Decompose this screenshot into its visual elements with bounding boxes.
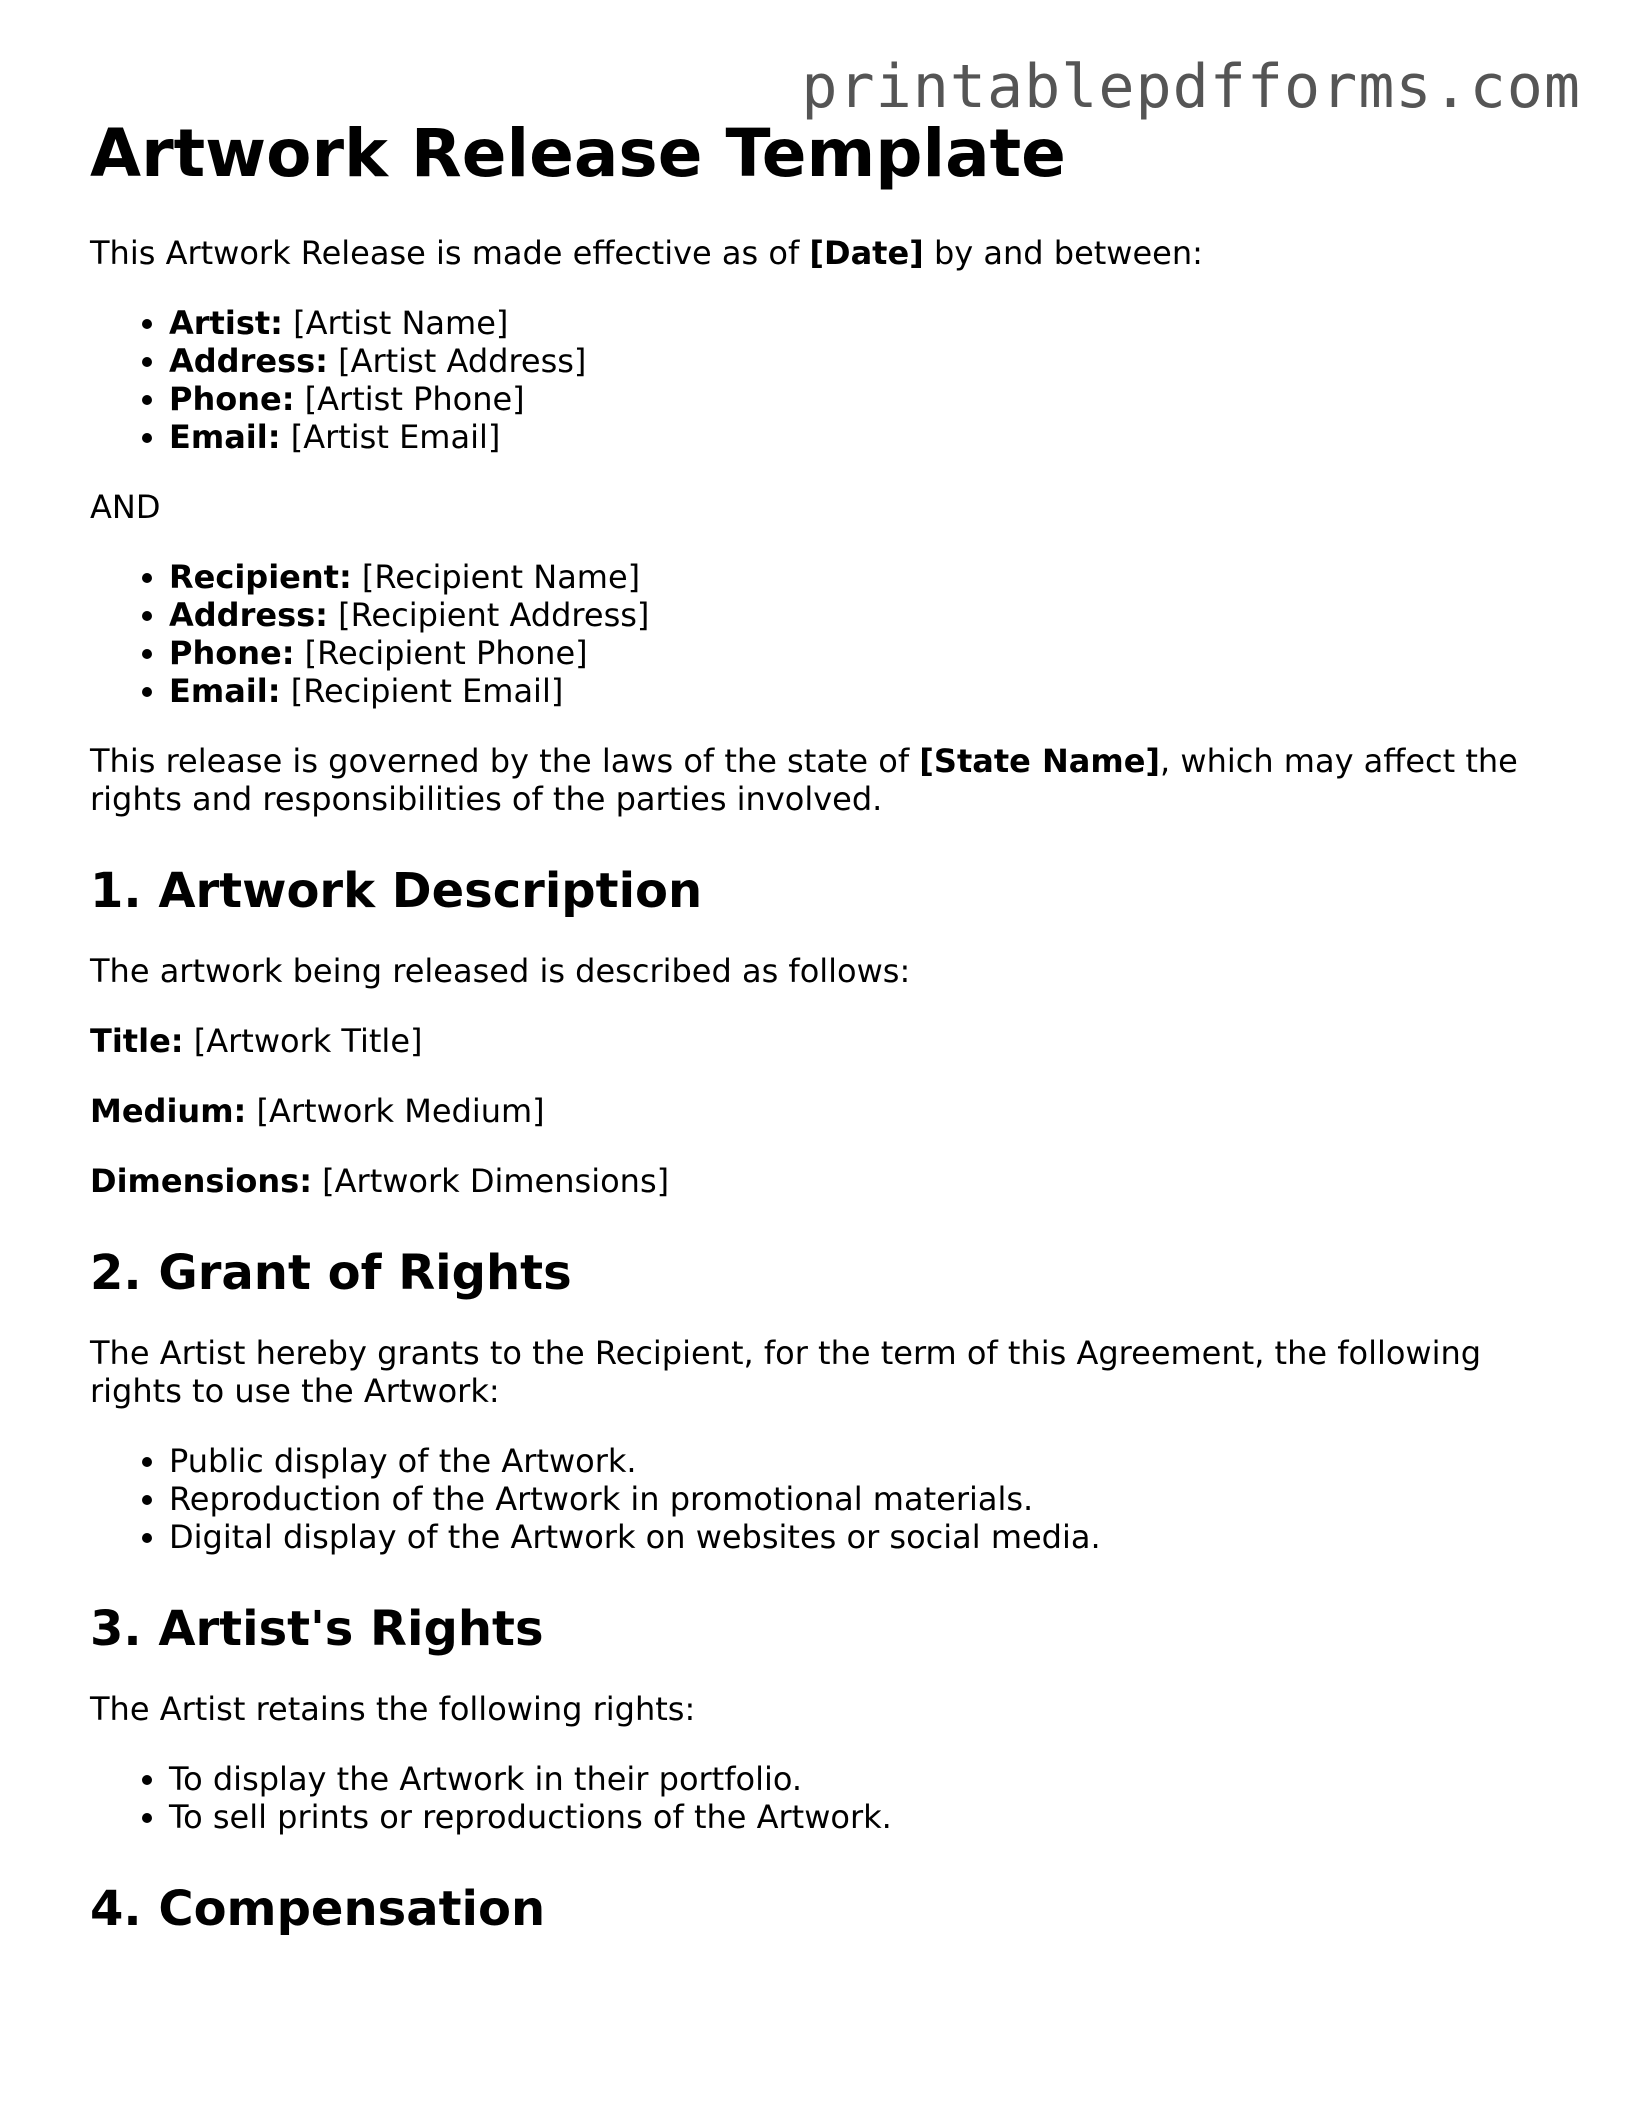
- recipient-phone-label: Phone:: [169, 634, 295, 672]
- intro-paragraph: [90, 234, 1550, 272]
- artwork-medium-label: Medium:: [90, 1092, 247, 1130]
- document-page: [90, 112, 1550, 1938]
- artist-rights-list: [90, 1760, 1550, 1836]
- artwork-title-field: [90, 1022, 1550, 1060]
- artwork-medium-value: [Artwork Medium]: [246, 1092, 545, 1130]
- recipient-address-label: Address:: [169, 596, 328, 634]
- artist-name-label: Artist:: [169, 304, 283, 342]
- watermark: printablepdfforms.com: [801, 52, 1581, 122]
- effective-date: [Date]: [809, 234, 924, 272]
- list-item: • To display the Artwork in their portfolio.: [169, 1760, 1550, 1798]
- artist-phone-value: [Artist Phone]: [294, 380, 525, 418]
- recipient-email-value: [Recipient Email]: [280, 672, 564, 710]
- section-4-heading: 4. Compensation: [90, 1881, 546, 1937]
- state-name: [State Name]: [919, 742, 1161, 780]
- section-2-text: The Artist hereby grants to the Recipient, for the term of this Agreement, the following rights to use the Artwork:: [90, 1334, 1482, 1410]
- list-item: [169, 596, 1550, 634]
- artist-address-label: Address:: [169, 342, 328, 380]
- artwork-medium-field: [90, 1092, 1550, 1130]
- list-item: [169, 558, 1550, 596]
- recipient-phone-value: [Recipient Phone]: [294, 634, 588, 672]
- list-item: [169, 342, 1550, 380]
- recipient-name-value: [Recipient Name]: [351, 558, 641, 596]
- list-item: • Reproduction of the Artwork in promotional materials.: [169, 1480, 1550, 1518]
- section-2-heading: 2. Grant of Rights: [90, 1245, 572, 1301]
- artwork-dimensions-label: Dimensions:: [90, 1162, 312, 1200]
- recipient-details-list: [90, 558, 1550, 710]
- governing-law-paragraph: [90, 742, 1550, 818]
- and-separator: AND: [90, 488, 161, 526]
- list-item: • To sell prints or reproductions of the Artwork.: [169, 1798, 1550, 1836]
- artist-address-value: [Artist Address]: [327, 342, 587, 380]
- artist-phone-label: Phone:: [169, 380, 295, 418]
- artist-email-label: Email:: [169, 418, 281, 456]
- artist-email-value: [Artist Email]: [280, 418, 501, 456]
- artist-name-value: [Artist Name]: [282, 304, 509, 342]
- section-3-heading: 3. Artist's Rights: [90, 1601, 544, 1657]
- list-item: • Digital display of the Artwork on websites or social media.: [169, 1518, 1550, 1556]
- recipient-name-label: Recipient:: [169, 558, 352, 596]
- recipient-email-label: Email:: [169, 672, 281, 710]
- list-item: [169, 672, 1550, 710]
- artist-details-list: [90, 304, 1550, 456]
- list-item: • Public display of the Artwork.: [169, 1442, 1550, 1480]
- list-item: [169, 304, 1550, 342]
- section-1-text: The artwork being released is described as follows:: [90, 952, 911, 990]
- artwork-title-value: [Artwork Title]: [183, 1022, 423, 1060]
- list-item: [169, 418, 1550, 456]
- governing-text-before: This release is governed by the laws of the state of: [90, 742, 920, 780]
- document-title: Artwork Release Template: [90, 115, 1066, 192]
- artwork-dimensions-field: [90, 1162, 1550, 1200]
- intro-text-after: by and between:: [923, 234, 1203, 272]
- list-item: [169, 380, 1550, 418]
- governing-text-after: , which may affect the rights and responsibilities of the parties involved.: [90, 742, 1518, 818]
- list-item: [169, 634, 1550, 672]
- intro-text-before: This Artwork Release is made effective as of: [90, 234, 810, 272]
- recipient-address-value: [Recipient Address]: [327, 596, 650, 634]
- artwork-dimensions-value: [Artwork Dimensions]: [311, 1162, 670, 1200]
- section-1-heading: 1. Artwork Description: [90, 863, 703, 919]
- artwork-title-label: Title:: [90, 1022, 184, 1060]
- section-3-text: The Artist retains the following rights:: [90, 1690, 696, 1728]
- granted-rights-list: [90, 1442, 1550, 1556]
